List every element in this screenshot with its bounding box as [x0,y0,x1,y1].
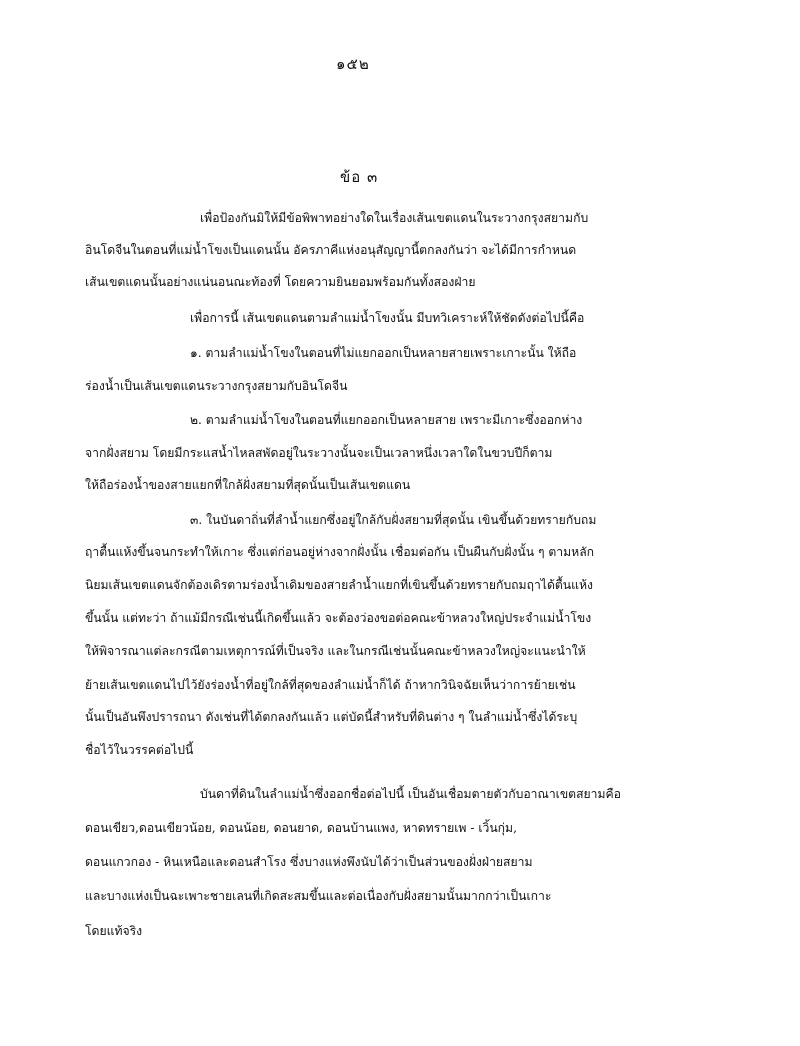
text-line: ให้พิจารณาแต่ละกรณีตามเหตุการณ์ที่เป็นจริง และในกรณีเช่นนั้นคณะข้าหลวงใหญ่จะแนะนำให้ [85,644,586,658]
text-line: ร่องน้ำเป็นเส้นเขตแดนระวางกรุงสยามกับอินโดจีน [85,379,348,393]
text-line: ดอนแกวกอง - หินเหนือและดอนสำโรง ซึ่งบางแห่งพึงนับได้ว่าเป็นส่วนของฝั่งฝ่ายสยาม [85,855,533,869]
text-line: เพื่อการนี้ เส้นเขตแดนตามลำแม่น้ำโขงนั้น มีบทวิเคราะห์ให้ชัดดังต่อไปนี้คือ [190,311,585,325]
text-line: ย้ายเส้นเขตแดนไปไว้ยังร่องน้ำที่อยู่ใกล้ที่สุดของลำแม่น้ำก็ได้ ถ้าหากวินิจฉัยเห็นว่าการย้ายเช่น [85,678,576,692]
text-line: ฤาตื้นแห้งขึ้นจนกระทำให้เกาะ ซึ่งแต่ก่อนอยู่ห่างจากฝั่งนั้น เชื่อมต่อกัน เป็นผืนกับฝั่งนั้น ๆ ตามหลัก [85,545,595,559]
text-line: ขึ้นนั้น แต่ทะว่า ถ้าแม้มีกรณีเช่นนี้เกิดขึ้นแล้ว จะต้องว่องขอต่อคณะข้าหลวงใหญ่ประจำแม่น้ำโขง [85,611,592,625]
text-line: ๓. ในบันดาถิ่นที่ลำน้ำแยกซึ่งอยู่ใกล้กับฝั่งสยามที่สุดนั้น เขินขึ้นด้วยทรายกับถม [190,513,597,527]
clause-heading: ข้อ ๓ [340,168,379,186]
text-line: โดยแท้จริง [85,924,143,938]
text-line: นั้นเป็นอันพึงปรารถนา ดังเช่นที่ได้ตกลงกันแล้ว แต่บัดนี้สำหรับที่ดินต่าง ๆ ในลำแม่น้ำซึ่งได้ระบุ [85,710,578,724]
page-number: ๑๕๒ [336,55,370,73]
text-line: บันดาที่ดินในลำแม่น้ำซึ่งออกชื่อต่อไปนี้ เป็นอันเชื่อมตายตัวกับอาณาเขตสยามคือ [200,787,622,801]
text-line: และบางแห่งเป็นฉะเพาะชายเลนที่เกิดสะสมขึ้นและต่อเนื่องกับฝั่งสยามนั้นมากกว่าเป็นเกาะ [85,889,552,903]
text-line: ๑. ตามลำแม่น้ำโขงในตอนที่ไม่แยกออกเป็นหลายสายเพราะเกาะนั้น ให้ถือ [190,346,577,360]
text-line: ดอนเขียว,ดอนเขียวน้อย, ดอนน้อย, ดอนยาด, ดอนบ้านแพง, หาดทรายเพ - เวิ้นกุ่ม, [85,821,517,835]
text-line: ๒. ตามลำแม่น้ำโขงในตอนที่แยกออกเป็นหลายสาย เพราะมีเกาะซึ่งออกห่าง [190,413,583,427]
text-line: จากฝั่งสยาม โดยมีกระแสน้ำไหลสพัดอยู่ในระวางนั้นจะเป็นเวลาหนึ่งเวลาใดในขวบปีก็ตาม [85,446,553,460]
text-line: ให้ถือร่องน้ำของสายแยกที่ใกล้ฝั่งสยามที่สุดนั้นเป็นเส้นเขตแดน [85,478,411,492]
text-line: เส้นเขตแดนนั้นอย่างแน่นอนณะท้องที่ โดยความยินยอมพร้อมกันทั้งสองฝ่าย [85,275,476,289]
text-line: นิยมเส้นเขตแดนจักต้องเดิรตามร่องน้ำเดิมของสายลำน้ำแยกที่เขินขึ้นด้วยทรายกับถมฤาได้ตื้นแห้ง [85,578,593,592]
text-line: ชื่อไว้ในวรรคต่อไปนี้ [85,743,194,757]
text-line: เพื่อป้องกันมิให้มีข้อพิพาทอย่างใดในเรื่องเส้นเขตแดนในระวางกรุงสยามกับ [200,211,589,225]
text-line: อินโดจีนในตอนที่แม่น้ำโขงเป็นแดนนั้น อัครภาคีแห่งอนุสัญญานี้ตกลงกันว่า จะได้มีการกำหนด [85,243,577,257]
